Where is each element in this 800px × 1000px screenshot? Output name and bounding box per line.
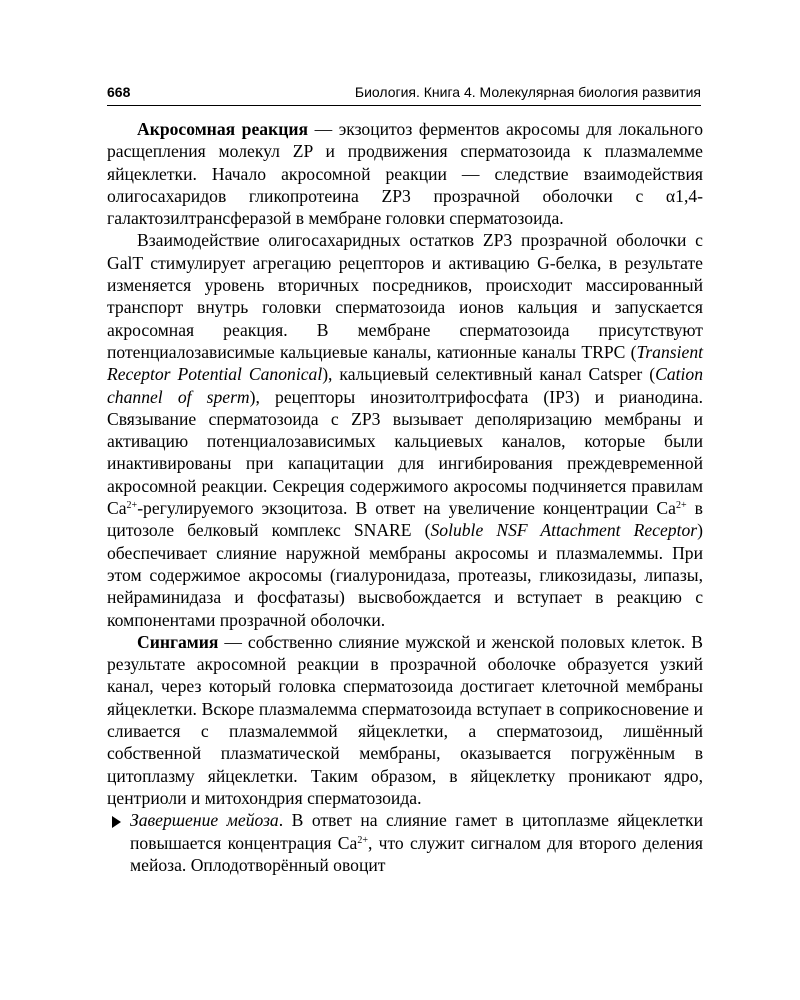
text: . В ответ на слияние гамет в цитоплазме яйцеклетки повышается концентрация Ca [130, 810, 703, 853]
text: ), рецепторы инозитолтрифосфата (IP3) и рианодина. Связывание сперматозоида с ZP3 вызывает деполяризацию мембраны и активацию потенциалозависимых кальциевых каналов, которые были инактивированы при капацитации для ингибирования преждевременной акросомной реакции. Секреция содержимого акросомы подчиняется правилам Ca [107, 386, 703, 519]
text: ), кальциевый селективный канал Catsper ( [322, 364, 656, 385]
italic-text: Cation channel of sperm [107, 364, 703, 407]
superscript: 2+ [675, 500, 687, 512]
text: , что служит сигналом для второго деления мейоза. Оплодотворённый овоцит [130, 832, 703, 875]
text: ) обеспечивает слияние наружной мембраны акросомы и плазмалеммы. При этом содержимое акросомы (гиалуронидаза, протеазы, гликозидазы, липазы, нейраминидаза и фосфатазы) высвобождается и вступает в реакцию с компонентами прозрачной оболочки. [107, 520, 703, 630]
italic-text: Soluble NSF Attachment Receptor [430, 520, 698, 541]
text: — экзоцитоз ферментов акросомы для локального расщепления молекул ZP и продвижения сперматозоида к плазмалемме яйцеклетки. Начало акросомной реакции — следствие взаимодействия олигосахаридов гликопротеина ZP3 прозрачной оболочки с α1,4-галактозилтрансферазой в мембране головки сперматозоида. [107, 119, 703, 229]
italic-text: Завершение мейоза [130, 810, 279, 831]
body-text [107, 118, 703, 876]
triangle-bullet-icon [112, 816, 121, 828]
page-header [107, 83, 701, 106]
paragraph-zp3-interaction [107, 229, 703, 630]
running-title: Биология. Книга 4. Молекулярная биология развития [354, 84, 701, 100]
page-number: 668 [107, 84, 131, 100]
paragraph-syngamy [107, 631, 703, 809]
superscript: 2+ [126, 500, 138, 512]
text: Взаимодействие олигосахаридных остатков ZP3 прозрачной оболочки с GalT стимулирует агрегацию рецепторов и активацию G-белка, в результате изменяется уровень вторичных посредников, происходит массированный транспорт внутрь головки сперматозоида ионов кальция и запускается акросомная реакция. В мембране сперматозоида присутствуют потенциалозависимые кальциевые каналы, катионные каналы TRPC ( [107, 230, 703, 362]
paragraph-acrosome-reaction [107, 118, 703, 229]
italic-text: Transient Receptor Potential Canonical [107, 341, 703, 385]
bullet-item-meiosis-completion [107, 809, 703, 876]
term-syngamy: Сингамия [137, 631, 219, 652]
text: — собственно слияние мужской и женской половых клеток. В результате акросомной реакции в прозрачной оболочке образуется узкий канал, через который головка сперматозоида достигает клеточной мембраны яйцеклетки. Вскоре плазмалемма сперматозоида вступает в соприкосновение и сливается с плазмалеммой яйцеклетки, а сперматозоид, лишённый собственной плазматической мембраны, оказывается погружённым в цитоплазму яйцеклетки. Таким образом, в яйцеклетку проникают ядро, центриоли и митохондрия сперматозоида. [107, 631, 703, 808]
text: -регулируемого экзоцитоза. В ответ на увеличение концентрации Ca [137, 498, 676, 519]
text: в цитозоле белковый комплекс SNARE ( [107, 498, 703, 541]
term-acrosome-reaction: Акросомная реакция [137, 119, 309, 139]
superscript: 2+ [357, 834, 368, 846]
